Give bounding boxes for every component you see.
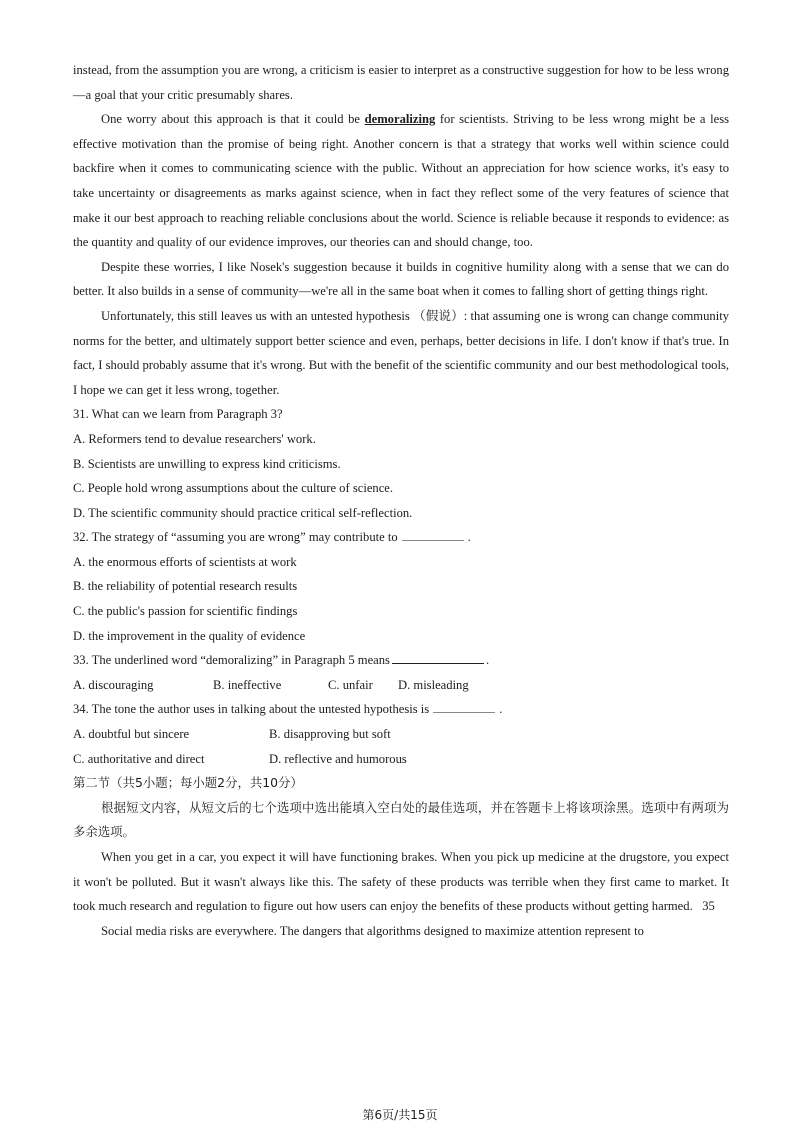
answer-blank [433,700,495,713]
question-33-options [73,673,729,698]
question-31-option-d: D. The scientific community should practice critical self-reflection. [73,505,413,520]
question-34-stem: 34. The tone the author uses in talking about the untested hypothesis is [73,702,430,717]
cloze-paragraph-1-text: When you get in a car, you expect it will have functioning brakes. When you pick up medicine at the drugstore, you expect it won't be polluted. But it wasn't always like this. The safety of these products was terrible when they first came to market. It took much research and regulation to figure out how users can enjoy the benefits of these products without getting harmed. [73,850,729,914]
paragraph-5 [73,107,729,255]
blank-number-35: 35 [702,899,715,914]
question-33-option-b: B. ineffective [213,677,282,692]
paragraph-4-continued: instead, from the assumption you are wrong, a criticism is easier to interpret as a constructive suggestion for how to be less wrong—a goal that your critic presumably shares. [73,63,729,102]
paragraph-7: Unfortunately, this still leaves us with an untested hypothesis （假说）: that assuming one is wrong can change community norms for the better, and ultimately support better science and even, perhaps, better decisions in life. I don't know if that's true. In fact, I should probably assume that it's wrong. But with the benefit of the scientific community and our best methodological tools, I hope we can get it less wrong, together. [73,308,729,397]
question-34-option-d: D. reflective and humorous [269,751,407,766]
question-32 [73,525,729,648]
question-31-stem: 31. What can we learn from Paragraph 3? [73,407,283,422]
question-31-option-b: B. Scientists are unwilling to express kind criticisms. [73,456,341,471]
question-32-stem-line [73,525,729,550]
question-34-option-c: C. authoritative and direct [73,751,205,766]
question-31-option-a: A. Reformers tend to devalue researchers' work. [73,431,316,446]
cloze-paragraph-2: Social media risks are everywhere. The dangers that algorithms designed to maximize attention represent to [101,923,644,938]
question-31-option-c: C. People hold wrong assumptions about the culture of science. [73,481,394,496]
question-34-option-a: A. doubtful but sincere [73,727,190,742]
question-33 [73,648,729,697]
section-2-heading: 第二节（共5小题；每小题2分，共10分） [73,775,303,791]
question-33-option-d: D. misleading [398,677,469,692]
question-34-options-row-2 [73,747,729,772]
question-32-option-c: C. the public's passion for scientific findings [73,604,298,619]
question-34-stem-line [73,697,729,722]
underlined-word-demoralizing: demoralizing [364,112,436,127]
page-number: 第6页/共15页 [362,1108,438,1122]
question-32-stem: 32. The strategy of “assuming you are wrong” may contribute to [73,530,398,545]
section-2-instructions: 根据短文内容，从短文后的七个选项中选出能填入空白处的最佳选项，并在答题卡上将该项涂黑。选项中有两项为多余选项。 [73,799,729,840]
question-32-option-d: D. the improvement in the quality of evidence [73,628,306,643]
question-34-period: . [499,702,503,717]
question-34-option-b: B. disapproving but soft [269,727,391,742]
paragraph-5-text-before: One worry about this approach is that it could be [101,112,365,127]
question-34-options-row-1 [73,722,729,747]
question-34 [73,697,729,771]
question-32-option-b: B. the reliability of potential research results [73,579,298,594]
question-33-option-a: A. discouraging [73,677,154,692]
question-33-option-c: C. unfair [328,677,373,692]
question-32-period: . [467,530,471,545]
paragraph-5-text-after: for scientists. Striving to be less wrong might be a less effective motivation than the promise of being right. Another concern is that a strategy that works well within science could backfire when it comes to communicating science with the public. Without an appreciation for how science works, it's easy to take uncertainty or disagreements as marks against science, when in fact they reflect some of the very features of science that make it our best approach to reaching reliable conclusions about the world. Science is reliable because it responds to evidence: as the quantity and quality of our evidence improves, our theories can and should change, too. [73,112,730,250]
question-33-stem-line [73,648,729,673]
document-body [73,58,729,943]
answer-blank [402,528,464,541]
paragraph-6: Despite these worries, I like Nosek's suggestion because it builds in cognitive humility along with a sense that we can do better. It also builds in a sense of community—we're all in the same boat when it comes to falling short of getting things right. [73,259,729,299]
question-31 [73,402,729,525]
question-33-stem: 33. The underlined word “demoralizing” in Paragraph 5 means [73,653,390,668]
cloze-paragraph-1 [73,845,729,919]
answer-blank [392,651,484,664]
question-33-period: . [485,653,490,668]
question-32-option-a: A. the enormous efforts of scientists at work [73,554,297,569]
